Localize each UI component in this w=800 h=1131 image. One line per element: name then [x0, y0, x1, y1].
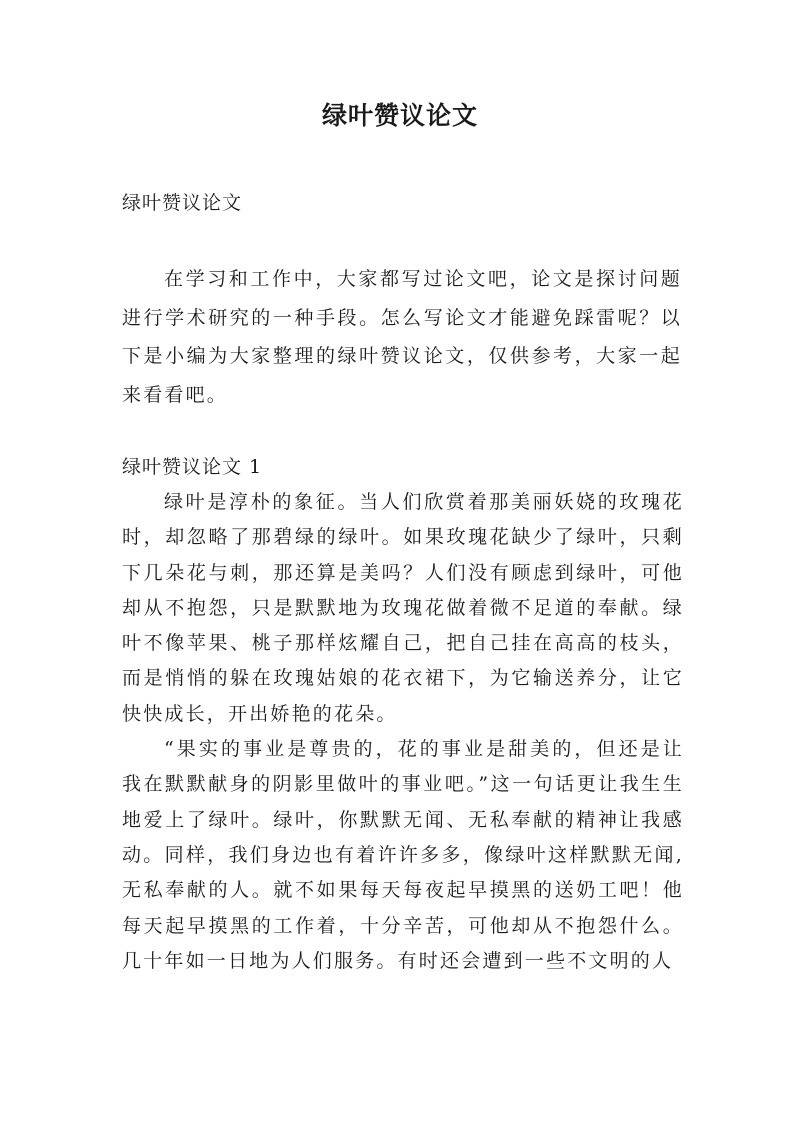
document-title: 绿叶赞议论文	[321, 101, 478, 130]
section-heading: 绿叶赞议论文 1	[122, 456, 263, 478]
body-paragraph-2: “果实的事业是尊贵的，花的事业是甜美的，但还是让我在默默献身的阴影里做叶的事业吧。”这一句话更让我生生地爱上了绿叶。绿叶，你默默无闻、无私奉献的精神让我感动。同样，我们身边也有着许许多多，像绿叶这样默默无闻,无私奉献的人。就不如果每天每夜起早摸黑的送奶工吧！他每天起早摸黑的工作着，十分辛苦，可他却从不抱怨什么。几十年如一日地为人们服务。有时还会遭到一些不文明的人	[122, 738, 684, 972]
document-subtitle: 绿叶赞议论文	[122, 192, 243, 214]
intro-paragraph: 在学习和工作中，大家都写过论文吧，论文是探讨问题进行学术研究的一种手段。怎么写论文才能避免踩雷呢？以下是小编为大家整理的绿叶赞议论文，仅供参考，大家一起来看看吧。	[122, 268, 682, 406]
section-body	[122, 485, 684, 979]
body-paragraph-1: 绿叶是淳朴的象征。当人们欣赏着那美丽妖娆的玫瑰花时，却忽略了那碧绿的绿叶。如果玫瑰花缺少了绿叶，只剩下几朵花与刺，那还算是美吗？人们没有顾虑到绿叶，可他却从不抱怨，只是默默地为玫瑰花做着微不足道的奉献。绿叶不像苹果、桃子那样炫耀自己，把自己挂在高高的枝头，而是悄悄的躲在玫瑰姑娘的花衣裙下，为它输送养分，让它快快成长，开出娇艳的花朵。	[122, 491, 684, 725]
